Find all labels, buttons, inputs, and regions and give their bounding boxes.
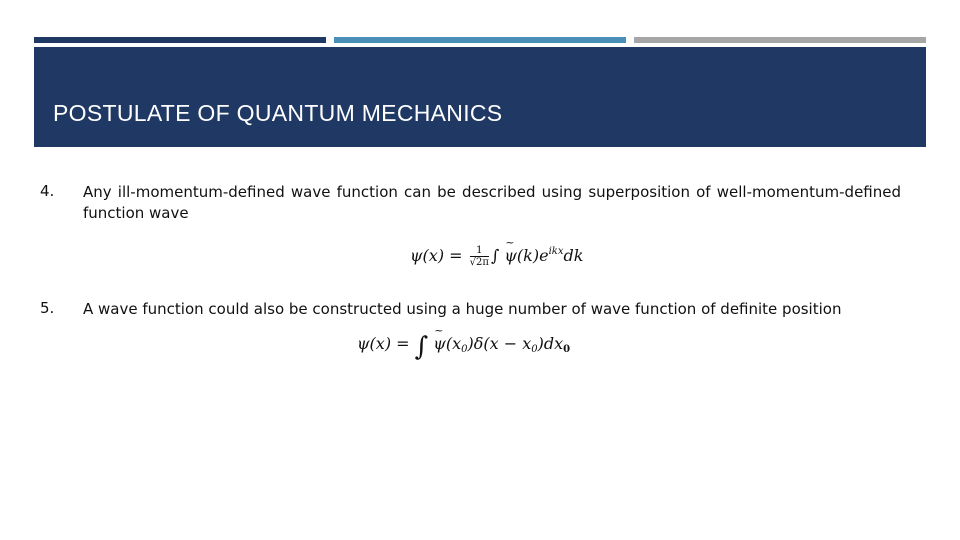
item-number: 4. <box>40 182 55 200</box>
item-text: Any ill-momentum-defined wave function can be described using superposition of well-momentum-defined function wave <box>83 183 901 222</box>
equation-position-superposition: ψ(x) = ∫ ~ $\psi(x_0)\delta(x - x_0)dx_0$ <box>357 332 570 362</box>
accent-bar-gray <box>634 37 926 43</box>
title-banner <box>34 47 926 147</box>
item-text: A wave function could also be constructed using a huge number of wave function of definite position <box>83 300 842 318</box>
item-number: 5. <box>40 299 55 317</box>
slide-title: POSTULATE OF QUANTUM MECHANICS <box>53 100 503 126</box>
accent-bar-blue <box>334 37 626 43</box>
accent-bar-dark <box>34 37 326 43</box>
equation-momentum-superposition: ψ(x) = $\frac{1}{√2\pi}$ ∫ ~ $\psi(k)e^{ikx}dk$ <box>410 245 583 268</box>
